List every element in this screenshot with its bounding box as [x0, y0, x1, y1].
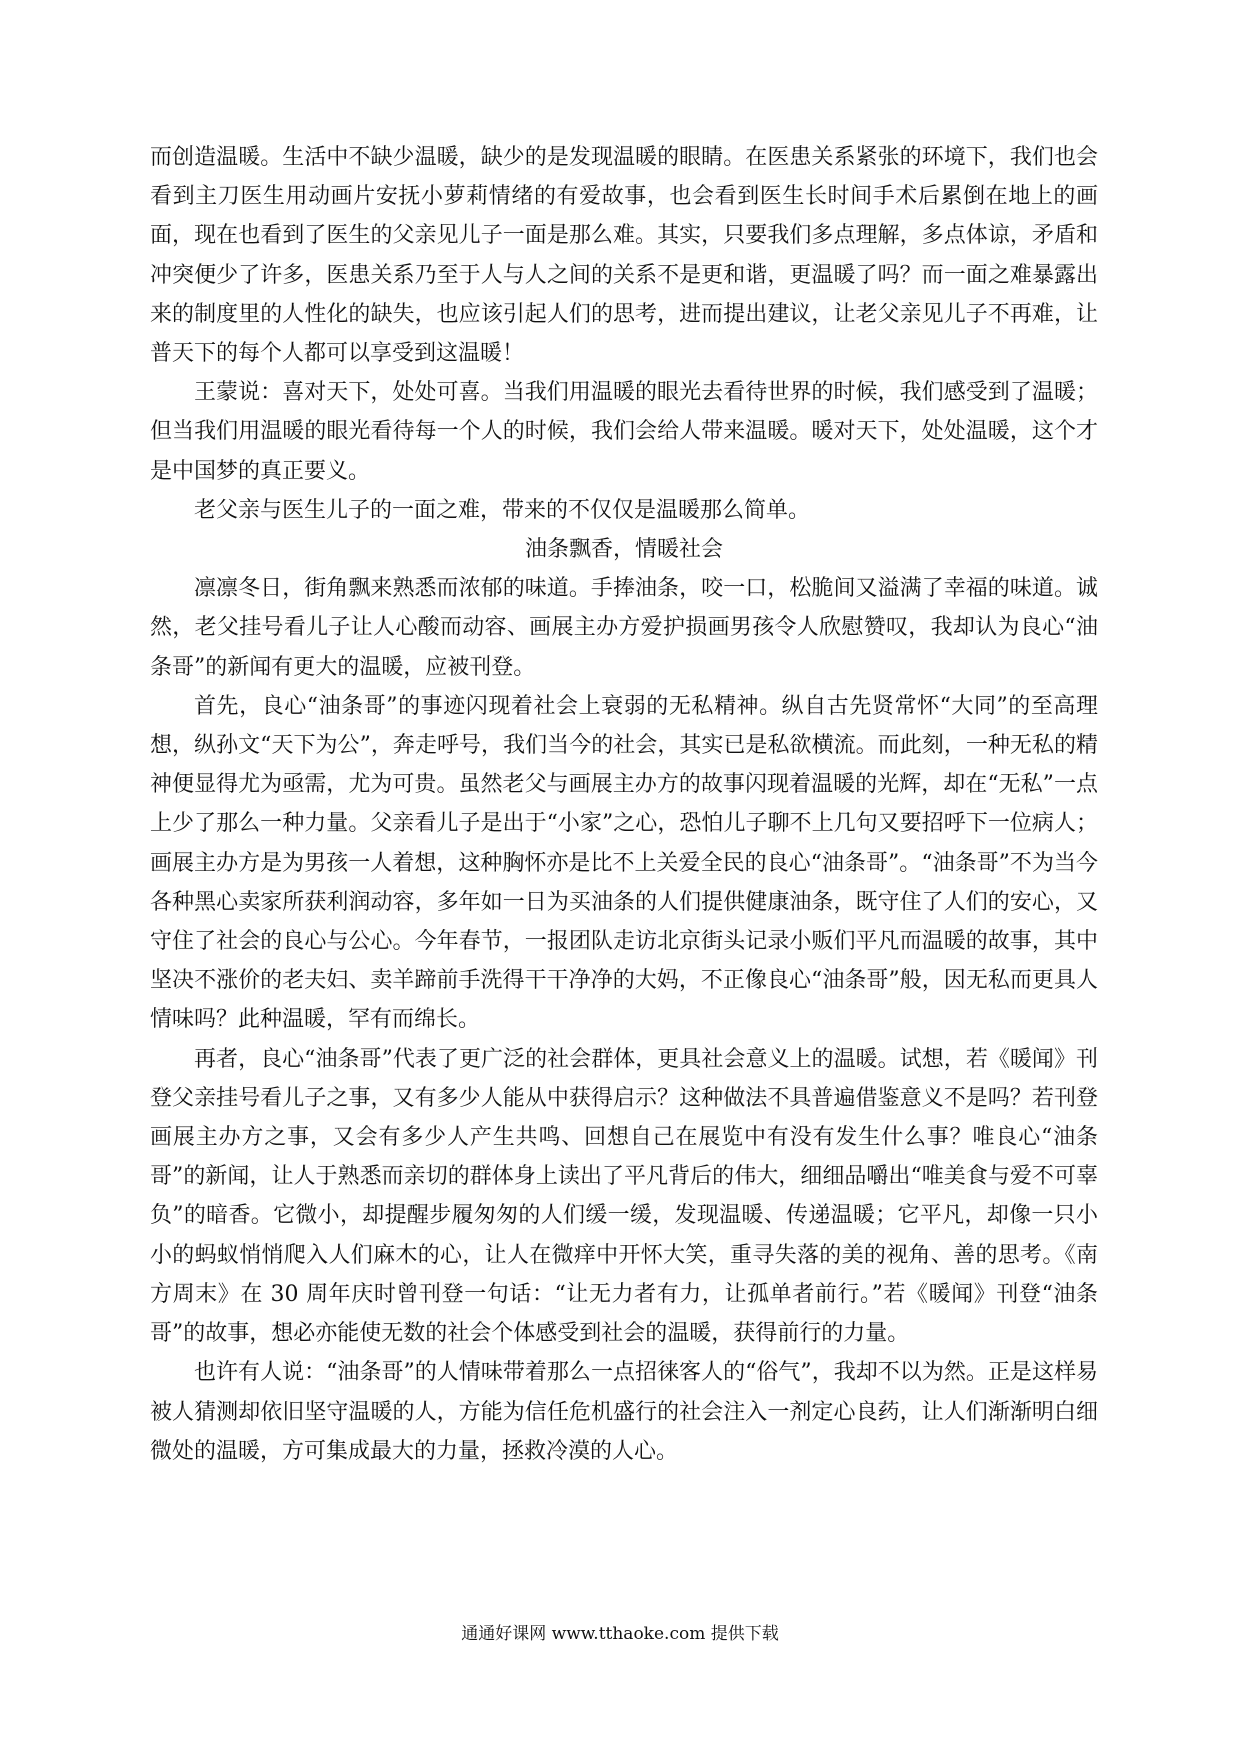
paragraph-7: 也许有人说：“油条哥”的人情味带着那么一点招徕客人的“俗气”，我却不以为然。正是这样易被人猜测却依旧坚守温暖的人，方能为信任危机盛行的社会注入一剂定心良药，让人们渐渐明白细微处的温暖，方可集成最大的力量，拯救冷漠的人心。 [150, 1360, 1098, 1464]
page-footer: 通通好课网 www.tthaoke.com 提供下载 [461, 1624, 779, 1644]
document-body [150, 138, 1098, 1471]
paragraph-2: 王蒙说：喜对天下，处处可喜。当我们用温暖的眼光去看待世界的时候，我们感受到了温暖；但当我们用温暖的眼光看待每一个人的时候，我们会给人带来温暖。暖对天下，处处温暖，这个才是中国梦的真正要义。 [150, 380, 1098, 484]
paragraph-4: 凛凛冬日，街角飘来熟悉而浓郁的味道。手捧油条，咬一口，松脆间又溢满了幸福的味道。诚然，老父挂号看儿子让人心酸而动容、画展主办方爱护损画男孩令人欣慰赞叹，我却认为良心“油条哥”的新闻有更大的温暖，应被刊登。 [150, 576, 1098, 680]
paragraph-5: 首先，良心“油条哥”的事迹闪现着社会上衰弱的无私精神。纵自古先贤常怀“大同”的至高理想，纵孙文“天下为公”，奔走呼号，我们当今的社会，其实已是私欲横流。而此刻，一种无私的精神便显得尤为亟需，尤为可贵。虽然老父与画展主办方的故事闪现着温暖的光辉，却在“无私”一点上少了那么一种力量。父亲看儿子是出于“小家”之心，恐怕儿子聊不上几句又要招呼下一位病人；画展主办方是为男孩一人着想，这种胸怀亦是比不上关爱全民的良心“油条哥”。“油条哥”不为当今各种黑心卖家所获利润动容，多年如一日为买油条的人们提供健康油条，既守住了人们的安心，又守住了社会的良心与公心。今年春节，一报团队走访北京街头记录小贩们平凡而温暖的故事，其中坚决不涨价的老夫妇、卖羊蹄前手洗得干干净净的大妈，不正像良心“油条哥”般，因无私而更具人情味吗？此种温暖，罕有而绵长。 [150, 693, 1098, 1033]
paragraph-1: 而创造温暖。生活中不缺少温暖，缺少的是发现温暖的眼睛。在医患关系紧张的环境下，我们也会看到主刀医生用动画片安抚小萝莉情绪的有爱故事，也会看到医生长时间手术后累倒在地上的画面，现在也看到了医生的父亲见儿子一面是那么难。其实，只要我们多点理解，多点体谅，矛盾和冲突便少了许多，医患关系乃至于人与人之间的关系不是更和谐，更温暖了吗？而一面之难暴露出来的制度里的人性化的缺失，也应该引起人们的思考，进而提出建议，让老父亲见儿子不再难，让普天下的每个人都可以享受到这温暖！ [150, 145, 1098, 367]
paragraph-6: 再者，良心“油条哥”代表了更广泛的社会群体，更具社会意义上的温暖。试想，若《暖闻》刊登父亲挂号看儿子之事，又有多少人能从中获得启示？这种做法不具普遍借鉴意义不是吗？若刊登画展主办方之事，又会有多少人产生共鸣、回想自己在展览中有没有发生什么事？唯良心“油条哥”的新闻，让人于熟悉而亲切的群体身上读出了平凡背后的伟大，细细品嚼出“唯美食与爱不可辜负”的暗香。它微小，却提醒步履匆匆的人们缓一缓，发现温暖、传递温暖；它平凡，却像一只小小的蚂蚁悄悄爬入人们麻木的心，让人在微痒中开怀大笑，重寻失落的美的视角、善的思考。《南方周末》在 30 周年庆时曾刊登一句话：“让无力者有力，让孤单者前行。”若《暖闻》刊登“油条哥”的故事，想必亦能使无数的社会个体感受到社会的温暖，获得前行的力量。 [150, 1046, 1098, 1347]
paragraph-3: 老父亲与医生儿子的一面之难，带来的不仅仅是温暖那么简单。 [194, 497, 811, 523]
essay-title: 油条飘香，情暖社会 [524, 537, 723, 563]
